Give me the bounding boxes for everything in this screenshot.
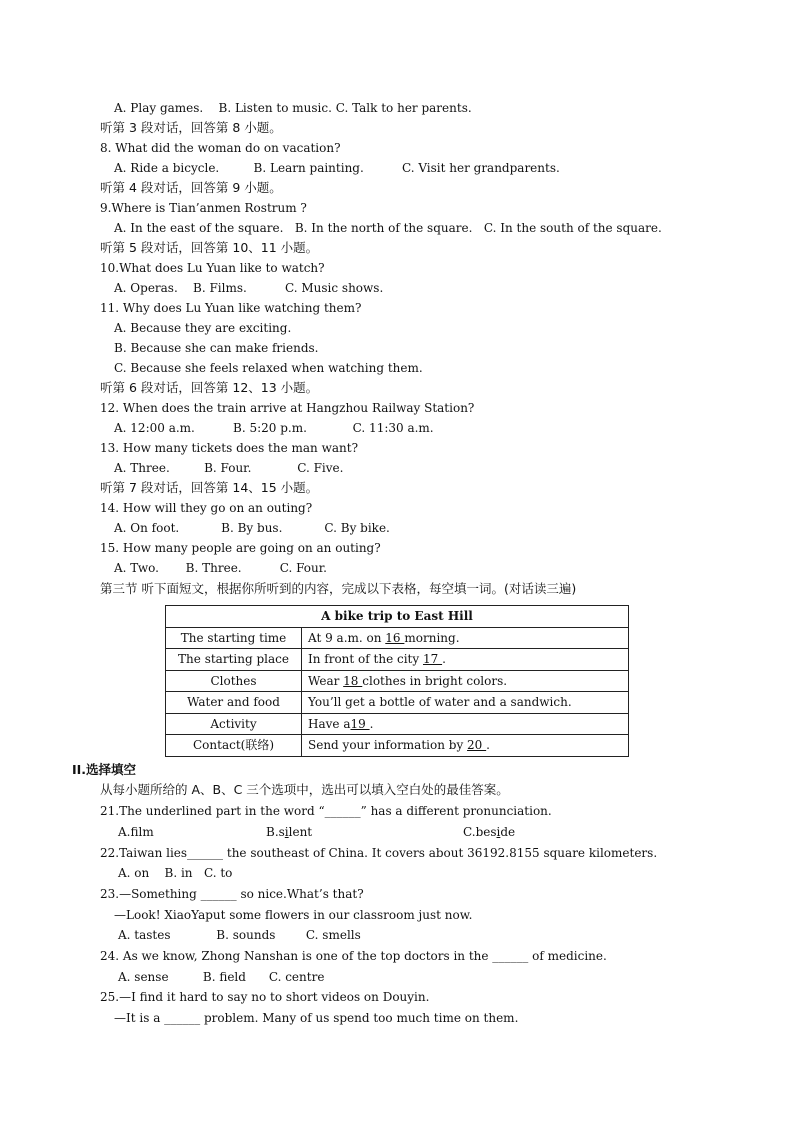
q21-option-c <box>463 825 515 839</box>
row-label: Water and food <box>166 692 302 714</box>
bike-trip-table <box>165 605 629 757</box>
option-text: C.bes <box>463 825 497 839</box>
question-8: 8. What did the woman do on vacation? <box>100 141 341 155</box>
section-instruction: 听第 4 段对话，回答第 9 小题。 <box>100 180 282 195</box>
row-value <box>302 649 629 671</box>
value-text: In front of the city <box>308 652 423 667</box>
table-header-row <box>166 606 629 628</box>
row-value <box>302 627 629 649</box>
row-label: Contact(联络) <box>166 735 302 757</box>
answer-blank-20: 20 <box>467 738 487 753</box>
q12-options: A. 12:00 a.m. B. 5:20 p.m. C. 11:30 a.m. <box>114 421 434 435</box>
answer-blank-17: 17 <box>422 652 443 667</box>
question-11: 11. Why does Lu Yuan like watching them? <box>100 301 362 315</box>
question-23: 23.—Something ______ so nice.What’s that? <box>100 887 364 901</box>
q13-options: A. Three. B. Four. C. Five. <box>114 461 344 475</box>
q24-options: A. sense B. field C. centre <box>118 970 325 984</box>
row-value <box>302 735 629 757</box>
table-row <box>166 627 629 649</box>
row-label: Activity <box>166 713 302 735</box>
option-text: A.f <box>118 825 139 839</box>
row-value <box>302 713 629 735</box>
table-row <box>166 735 629 757</box>
q23-options: A. tastes B. sounds C. smells <box>118 928 361 942</box>
row-label: The starting place <box>166 649 302 671</box>
section-instruction: 听第 3 段对话，回答第 8 小题。 <box>100 120 282 135</box>
section-instruction: 听第 7 段对话，回答第 14、15 小题。 <box>100 480 319 495</box>
row-label: Clothes <box>166 670 302 692</box>
q22-options: A. on B. in C. to <box>118 866 233 880</box>
part-3-instruction: 第三节 听下面短文，根据你所听到的内容，完成以下表格，每空填一词。(对话读三遍) <box>100 581 577 596</box>
table-row <box>166 670 629 692</box>
underlined-letter: i <box>496 825 501 839</box>
option-text: lent <box>288 825 313 839</box>
q11-option-a: A. Because they are exciting. <box>114 321 292 335</box>
table-row <box>166 713 629 735</box>
part-2-instruction: 从每小题所给的 A、B、C 三个选项中，选出可以填入空白处的最佳答案。 <box>100 782 509 797</box>
row-label: The starting time <box>166 627 302 649</box>
q23-reply: —Look! XiaoYaput some flowers in our classroom just now. <box>114 908 473 922</box>
option-text: de <box>500 825 516 839</box>
question-24: 24. As we know, Zhong Nanshan is one of the top doctors in the ______ of medicine. <box>100 949 607 963</box>
q8-options: A. Ride a bicycle. B. Learn painting. C. Visit her grandparents. <box>114 161 560 175</box>
q21-option-b <box>266 825 312 839</box>
table-title: A bike trip to East Hill <box>166 606 629 628</box>
value-text: . <box>486 738 490 753</box>
value-text: At 9 a.m. on <box>308 630 386 645</box>
section-instruction: 听第 5 段对话，回答第 10、11 小题。 <box>100 240 319 255</box>
section-instruction: 听第 6 段对话，回答第 12、13 小题。 <box>100 380 319 395</box>
answer-blank-18: 18 <box>343 673 363 688</box>
question-9: 9.Where is Tian’anmen Rostrum ? <box>100 201 307 215</box>
answer-blank-16: 16 <box>385 630 405 645</box>
answer-blank-19: 19 <box>350 716 370 731</box>
q7-options: A. Play games. B. Listen to music. C. Talk to her parents. <box>114 101 472 115</box>
question-14: 14. How will they go on an outing? <box>100 501 313 515</box>
row-value: You’ll get a bottle of water and a sandwich. <box>302 692 629 714</box>
table-row <box>166 649 629 671</box>
part-2-title: II.选择填空 <box>72 762 137 777</box>
q21-option-a <box>118 825 154 839</box>
q11-option-b: B. Because she can make friends. <box>114 341 319 355</box>
q25-reply: —It is a ______ problem. Many of us spend too much time on them. <box>114 1011 519 1025</box>
question-10: 10.What does Lu Yuan like to watch? <box>100 261 325 275</box>
value-text: . <box>369 716 374 731</box>
question-22: 22.Taiwan lies______ the southeast of China. It covers about 36192.8155 square kilometers. <box>100 846 658 860</box>
q15-options: A. Two. B. Three. C. Four. <box>114 561 327 575</box>
question-13: 13. How many tickets does the man want? <box>100 441 359 455</box>
table-row <box>166 692 629 714</box>
question-15: 15. How many people are going on an outing? <box>100 541 381 555</box>
question-21: 21.The underlined part in the word “______” has a different pronunciation. <box>100 804 552 818</box>
q11-option-c: C. Because she feels relaxed when watching them. <box>114 361 423 375</box>
q14-options: A. On foot. B. By bus. C. By bike. <box>114 521 390 535</box>
row-value <box>302 670 629 692</box>
value-text: clothes in bright colors. <box>362 673 508 688</box>
q9-options: A. In the east of the square. B. In the north of the square. C. In the south of the square. <box>114 221 662 235</box>
option-text: B.s <box>266 825 285 839</box>
value-text: Wear <box>308 673 344 688</box>
value-text: Send your information by <box>308 738 468 753</box>
value-text: . <box>442 652 446 667</box>
option-text: lm <box>138 825 154 839</box>
q10-options: A. Operas. B. Films. C. Music shows. <box>114 281 384 295</box>
underlined-letter: i <box>284 825 289 839</box>
value-text: morning. <box>404 630 460 645</box>
question-25: 25.—I find it hard to say no to short videos on Douyin. <box>100 990 430 1004</box>
question-12: 12. When does the train arrive at Hangzhou Railway Station? <box>100 401 475 415</box>
value-text: Have a <box>308 716 351 731</box>
